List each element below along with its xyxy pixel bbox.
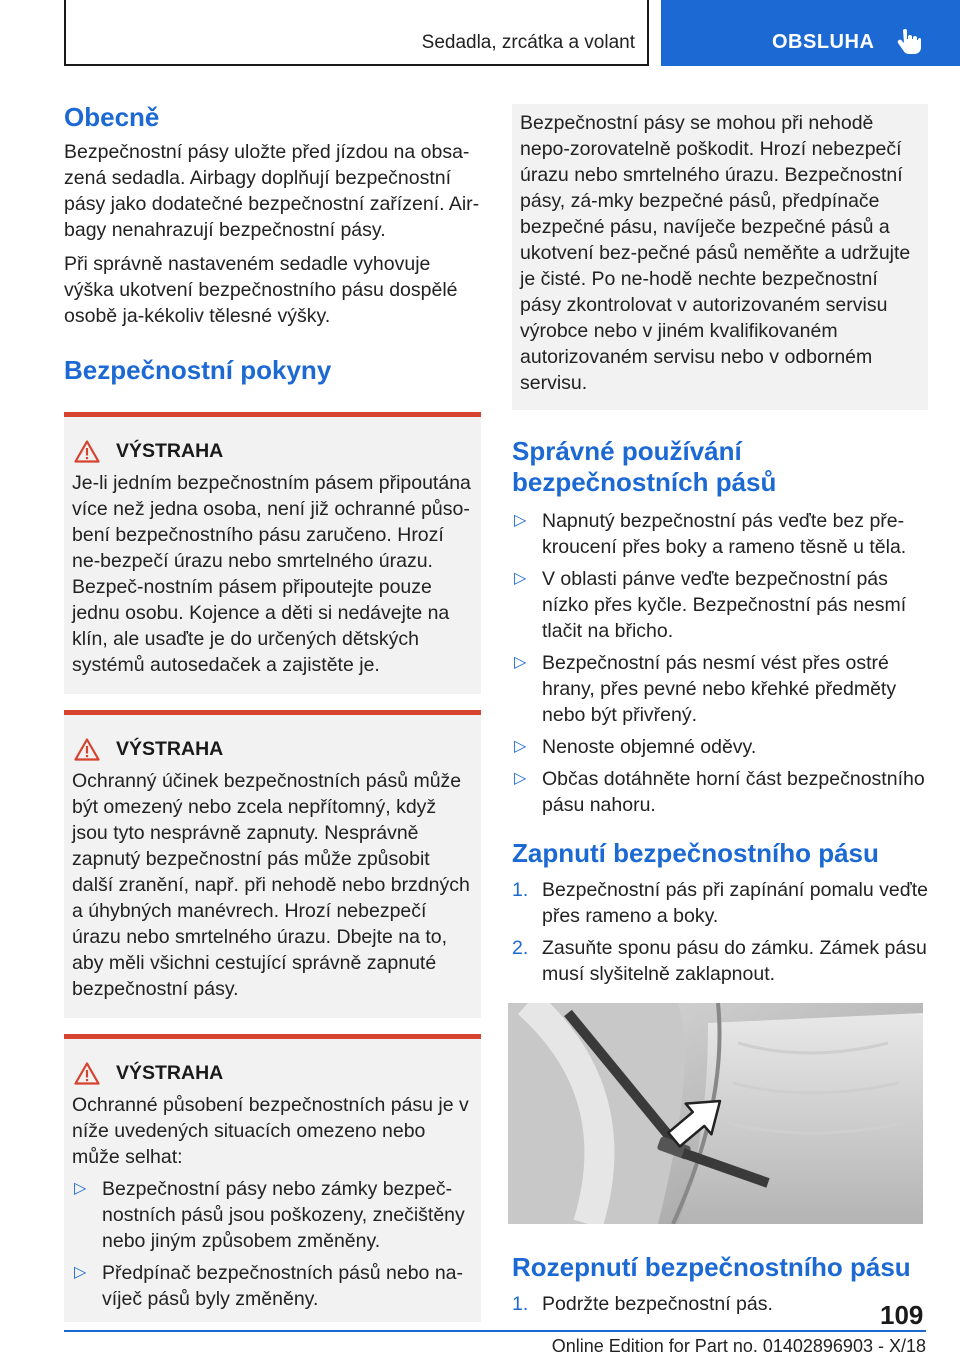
list-item: ▷ Bezpečnostní pás nesmí vést přes ostré hrany, přes pevné nebo křehké předměty nebo být přivřený. [514,652,897,726]
list-item: ▷ V oblasti pánve veďte bezpečnostní pás nízko přes kyčle. Bezpečnostní pás nesmí tlačit na břicho. [514,568,907,642]
bullet-triangle-icon: ▷ [74,1180,87,1197]
hand-pointer-icon [895,27,923,55]
warning-continuation-text: Bezpečnostní pásy se mohou při nehodě nepo-zorovatelně poškodit. Hrozí nebezpečí úrazu nebo smrtelného úrazu. Bezpečnostní pásy, zá-mky bezpečné pásů, předpínače bezpečné pásu, navíječe bezpečné pásů a ukotvení bez-pečné pásů neměňte a udržujte je čisté. Po ne-hodě nechte bezpečnostní pásy zkontrolovat v autorizovaném servisu výrobce nebo v jiném kvalifikovaném autorizovaném servisu nebo v odborném servisu. [520,112,911,394]
warning-title-text-1: VÝSTRAHA [116,440,224,462]
warning-box-2 [64,710,481,1018]
warning-triangle-icon [74,440,100,463]
header-chapter-label: OBSLUHA [772,31,875,53]
list-item: ▷ Napnutý bezpečnostní pás veďte bez pře-kroucení přes boky a rameno těsně u těla. [514,510,907,558]
list-item: ▷ Občas dotáhněte horní část bezpečnostního pásu nahoru. [514,768,925,816]
obecne-paragraph-2: Při správně nastaveném sedadle vyhovuje výška ukotvení bezpečnostního pásu dospělé osobě ja-kékoliv tělesné výšky. [64,253,458,327]
step-item: 1. Bezpečnostní pás při zapínání pomalu veďte přes rameno a boky. [512,879,928,927]
step-item: 2. Zasuňte sponu pásu do zámku. Zámek pásu musí slyšitelně zaklapnout. [512,937,927,985]
warning-triangle-icon [74,738,100,761]
step-item: 1. Podržte bezpečnostní pás. [512,1293,773,1315]
warning-box-1 [64,412,481,694]
bullet-triangle-icon: ▷ [74,1264,87,1281]
heading-bezpecnostni-pokyny: Bezpečnostní pokyny [64,355,332,385]
rozepnuti-steps [512,1291,928,1317]
page-number: 109 [880,1300,924,1330]
seatbelt-buckle-photo [508,1003,923,1224]
warning-title-text-2: VÝSTRAHA [116,738,224,760]
header-section-title: Sedadla, zrcátka a volant [421,32,635,53]
list-item: ▷ Nenoste objemné oděvy. [514,736,757,758]
obecne-paragraph-1: Bezpečnostní pásy uložte před jízdou na obsa-zená sedadla. Airbagy doplňují bezpečnostní pásy jako dodatečné bezpečnostní zařízení. Air-bagy nenahrazují bezpečnostní pásy. [64,141,480,241]
heading-zapnuti: Zapnutí bezpečnostního pásu [512,838,879,868]
heading-spravne-pouzivani: Správné používání bezpečnostních pásů [512,436,777,497]
warning-text-3: Ochranné působení bezpečnostních pásu je v níže uvedených situacích omezeno nebo může selhat: [72,1094,469,1168]
spravne-list [512,508,928,818]
list-item: ▷ Předpínač bezpečnostních pásů nebo na-víječ pásů byly změněny. [74,1262,464,1310]
bullet-triangle-icon: ▷ [514,512,527,529]
zapnuti-steps [512,877,928,987]
heading-rozepnuti: Rozepnutí bezpečnostního pásu [512,1252,911,1282]
header-section-box [64,0,649,66]
footer-rule [64,1330,926,1332]
warning-box-3 [64,1034,481,1322]
left-column [64,100,481,1322]
warning-text-1: Je-li jedním bezpečnostním pásem připoutána více než jedna osoba, není již ochranné půso-bení bezpečnostního pásu zaručeno. Hrozí ne-bezpečí úrazu nebo smrtelného úrazu. Bezpeč-nostním pásem připoutejte pouze jednu osobu. Kojence a děti si nedávejte na klín, ale usaďte je do určených dětských systémů autosedaček a zajistěte je. [72,472,471,676]
warning-title-3 [72,1061,473,1085]
bullet-triangle-icon: ▷ [514,570,527,587]
warning-triangle-icon [74,1062,100,1085]
footer-edition: Online Edition for Part no. 01402896903 - X/18 [551,1336,926,1356]
warning-title-2 [72,737,473,761]
right-column [512,100,928,1317]
bullet-triangle-icon: ▷ [514,770,527,787]
list-item: ▷ Bezpečnostní pásy nebo zámky bezpeč-nostních pásů jsou poškozeny, znečištěny nebo jiným způsobem změněny. [74,1178,465,1252]
bullet-triangle-icon: ▷ [514,738,527,755]
bullet-triangle-icon: ▷ [514,654,527,671]
heading-obecne: Obecně [64,102,160,132]
warning-title-text-3: VÝSTRAHA [116,1062,224,1084]
warning-text-2: Ochranný účinek bezpečnostních pásů může být omezený nebo zcela nepřítomný, když jsou tyto nesprávně zapnuty. Nesprávně zapnutý bezpečnostní pás může způsobit další zranění, např. při nehodě nebo brzdných a úhybných manévrech. Hrozí nebezpečí úrazu nebo smrtelného úrazu. Dbejte na to, aby měli všichni cestující správně zapnuté bezpečnostní pásy. [72,770,470,1000]
warning-title-1 [72,439,473,463]
warning-continuation-box [512,104,928,410]
